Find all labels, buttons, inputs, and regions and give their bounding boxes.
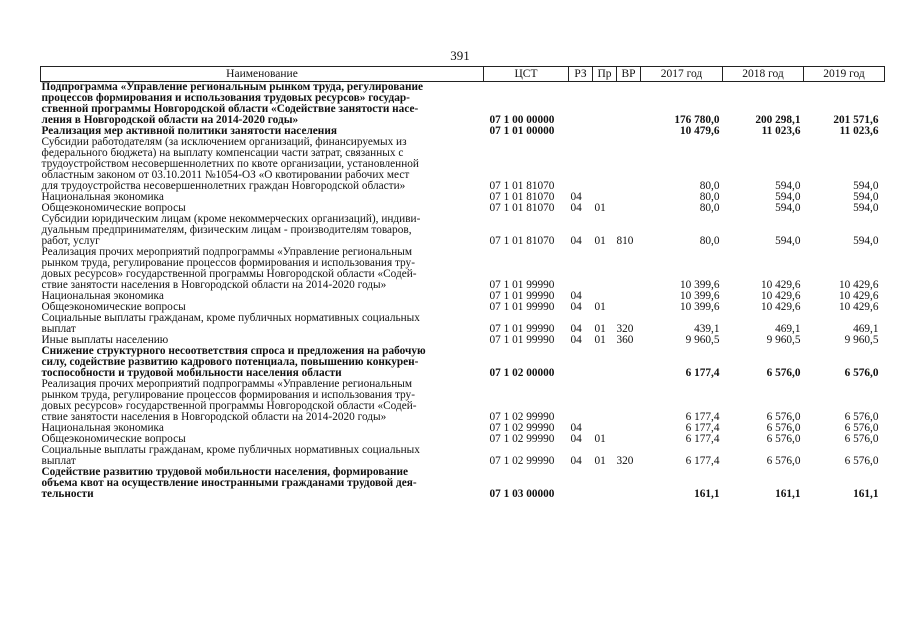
row-cst: 07 1 01 81070 (489, 202, 555, 214)
row-name (41, 137, 484, 192)
row-vr: 360 (616, 334, 634, 346)
row-2017: 10 399,6 (679, 279, 720, 291)
row-2017: 6 177,4 (685, 411, 720, 423)
row-pr (593, 137, 617, 192)
row-2019: 10 429,6 (838, 290, 879, 302)
row-rz: 04 (570, 202, 582, 214)
row-2018: 6 576,0 (766, 411, 801, 423)
row-name-line: объема квот на осуществление иностранными гражданами трудовой дея- (41, 477, 417, 489)
row-name-line: Снижение структурного несоответствия спроса и предложения на рабочую (41, 345, 426, 357)
header-row (41, 67, 885, 82)
row-name-line: процессов формирования и использования трудовых ресурсов» государ- (41, 92, 410, 104)
row-pr: 01 (594, 235, 606, 247)
row-name-line: дуальным предпринимателям, физическим лицам - производителям товаров, (41, 224, 412, 236)
row-2018: 10 429,6 (760, 279, 801, 291)
budget-table (40, 66, 885, 500)
row-name (41, 313, 484, 335)
table-header (41, 67, 885, 82)
row-vr (617, 467, 641, 500)
row-2017: 80,0 (699, 202, 720, 214)
row-name-line: Национальная экономика (41, 191, 164, 203)
row-2019: 201 571,6 (833, 114, 879, 126)
row-name-line: Социальные выплаты гражданам, кроме публичных нормативных социальных (41, 444, 420, 456)
row-2019: 469,1 (853, 323, 879, 335)
row-cst: 07 1 01 81070 (489, 180, 555, 192)
row-pr (593, 126, 617, 137)
row-vr (617, 423, 641, 434)
row-2018: 594,0 (775, 180, 801, 192)
row-cst: 07 1 01 99990 (489, 301, 555, 313)
row-cst: 07 1 01 00000 (489, 125, 555, 137)
row-2019: 6 576,0 (844, 433, 879, 445)
row-2019: 6 576,0 (844, 455, 879, 467)
row-rz (569, 467, 593, 500)
row-2019: 10 429,6 (838, 301, 879, 313)
row-2019: 11 023,6 (839, 125, 879, 137)
row-2018: 594,0 (775, 202, 801, 214)
row-2018: 6 576,0 (766, 422, 801, 434)
table-row (41, 346, 885, 379)
row-cst: 07 1 02 99990 (489, 433, 555, 445)
row-name-line: ления в Новгородской области на 2014-2020 годы» (41, 114, 299, 126)
row-2018: 200 298,1 (755, 114, 801, 126)
row-name-line: тоспособности и трудовой мобильности населения области (41, 367, 342, 379)
row-name-line: Субсидии работодателям (за исключением организаций, финансируемых из (41, 136, 407, 148)
row-pr (593, 346, 617, 379)
row-2019: 6 576,0 (844, 422, 879, 434)
row-cst: 07 1 01 99990 (489, 323, 555, 335)
row-vr (617, 203, 641, 214)
row-2018: 10 429,6 (760, 301, 801, 313)
row-name-line: Общеэкономические вопросы (41, 202, 186, 214)
row-2019: 594,0 (853, 235, 879, 247)
row-2017: 6 177,4 (685, 422, 720, 434)
row-name (41, 214, 484, 247)
row-2018: 594,0 (775, 191, 801, 203)
row-rz: 04 (570, 323, 582, 335)
row-rz (569, 137, 593, 192)
row-2019: 594,0 (853, 180, 879, 192)
row-vr (617, 137, 641, 192)
row-2019: 161,1 (853, 488, 879, 500)
header-2019: 2019 год (804, 67, 885, 82)
row-name-line: работ, услуг (41, 235, 100, 247)
row-2017: 10 399,6 (679, 290, 720, 302)
row-cst: 07 1 02 99990 (489, 455, 555, 467)
row-cst: 07 1 01 99990 (489, 334, 555, 346)
row-name (41, 467, 484, 500)
row-2017: 10 399,6 (679, 301, 720, 313)
row-name-line: Национальная экономика (41, 290, 164, 302)
row-vr (617, 434, 641, 445)
row-vr (617, 192, 641, 203)
row-vr (617, 247, 641, 291)
row-name-line: для трудоустройства несовершеннолетних граждан Новгородской области» (41, 180, 406, 192)
row-2018: 594,0 (775, 235, 801, 247)
row-2017: 6 177,4 (685, 455, 720, 467)
row-cst: 07 1 02 99990 (489, 422, 555, 434)
row-vr: 320 (616, 323, 634, 335)
row-vr (617, 346, 641, 379)
row-name-line: силу, содействие развитию кадрового потенциала, повышению конкурен- (41, 356, 419, 368)
header-2017: 2017 год (641, 67, 723, 82)
row-2018: 6 576,0 (766, 455, 801, 467)
row-name-line: федерального бюджета) на выплату компенсации части затрат, связанных с (41, 147, 404, 159)
row-name-line: рынком труда, регулирование процессов формирования и использования тру- (41, 389, 415, 401)
row-rz: 04 (570, 290, 582, 302)
row-name-line: довых ресурсов» государственной программы Новгородской области «Содей- (41, 268, 417, 280)
table-body (41, 82, 885, 501)
row-name-line: Реализация прочих мероприятий подпрограммы «Управление региональным (41, 246, 412, 258)
row-vr: 810 (616, 235, 634, 247)
row-name-line: ствие занятости населения в Новгородской области на 2014-2020 годы» (41, 279, 387, 291)
row-pr: 01 (594, 455, 606, 467)
header-rz: РЗ (569, 67, 593, 82)
row-2017: 176 780,0 (674, 114, 720, 126)
row-name-line: Содействие развитию трудовой мобильности населения, формирование (41, 466, 409, 478)
row-vr: 320 (616, 455, 634, 467)
row-2018: 9 960,5 (766, 334, 801, 346)
header-2018: 2018 год (723, 67, 804, 82)
row-name-line: Субсидии юридическим лицам (кроме некоммерческих организаций), индиви- (41, 213, 421, 225)
row-name-line: ственной программы Новгородской области «Содействие занятости насе- (41, 103, 419, 115)
row-name (41, 346, 484, 379)
row-2017: 161,1 (694, 488, 720, 500)
row-rz: 04 (570, 191, 582, 203)
row-name-line: Общеэкономические вопросы (41, 301, 186, 313)
row-2018: 469,1 (775, 323, 801, 335)
row-2019: 594,0 (853, 191, 879, 203)
row-2017: 80,0 (699, 180, 720, 192)
row-cst: 07 1 03 00000 (489, 488, 555, 500)
row-rz: 04 (570, 422, 582, 434)
row-cst: 07 1 01 99990 (489, 279, 555, 291)
row-vr (617, 82, 641, 127)
table-row (41, 379, 885, 423)
table-row (41, 313, 885, 335)
row-2017: 80,0 (699, 235, 720, 247)
header-vr: ВР (617, 67, 641, 82)
row-pr (593, 467, 617, 500)
row-2018: 11 023,6 (761, 125, 801, 137)
header-pr: Пр (593, 67, 617, 82)
row-rz: 04 (570, 433, 582, 445)
row-2019: 6 576,0 (844, 411, 879, 423)
row-2019: 6 576,0 (844, 367, 879, 379)
row-name-line: Реализация мер активной политики занятости населения (41, 125, 337, 137)
row-cst: 07 1 01 81070 (489, 191, 555, 203)
row-2018: 6 576,0 (766, 433, 801, 445)
row-rz: 04 (570, 235, 582, 247)
row-rz: 04 (570, 334, 582, 346)
row-pr: 01 (594, 202, 606, 214)
row-name-line: выплат (41, 323, 76, 335)
row-name-line: Общеэкономические вопросы (41, 433, 186, 445)
row-name-line: Национальная экономика (41, 422, 164, 434)
row-name-line: тельности (41, 488, 94, 500)
row-cst: 07 1 02 99990 (489, 411, 555, 423)
row-name-line: трудоустройством несовершеннолетних по квоте организации, установленной (41, 158, 419, 170)
row-name (41, 379, 484, 423)
row-pr: 01 (594, 433, 606, 445)
row-name-line: Иные выплаты населению (41, 334, 169, 346)
row-pr: 01 (594, 323, 606, 335)
row-vr (617, 126, 641, 137)
row-rz (569, 247, 593, 291)
table-row (41, 137, 885, 192)
row-name-line: ствие занятости населения в Новгородской области на 2014-2020 годы» (41, 411, 387, 423)
header-name: Наименование (41, 67, 484, 82)
row-rz (569, 82, 593, 127)
row-name-line: выплат (41, 455, 76, 467)
row-2017: 439,1 (694, 323, 720, 335)
row-pr: 01 (594, 334, 606, 346)
table-row (41, 247, 885, 291)
row-name-line: Социальные выплаты гражданам, кроме публичных нормативных социальных (41, 312, 420, 324)
table-row (41, 445, 885, 467)
row-2019: 594,0 (853, 202, 879, 214)
row-name (41, 445, 484, 467)
row-2017: 80,0 (699, 191, 720, 203)
row-rz (569, 346, 593, 379)
row-2017: 10 479,6 (679, 125, 720, 137)
row-vr (617, 379, 641, 423)
row-cst: 07 1 00 00000 (489, 114, 555, 126)
row-cst: 07 1 02 00000 (489, 367, 555, 379)
row-rz (569, 126, 593, 137)
row-2018: 6 576,0 (766, 367, 801, 379)
row-rz: 04 (570, 301, 582, 313)
row-2018: 10 429,6 (760, 290, 801, 302)
page-number: 391 (450, 48, 470, 63)
row-vr (617, 291, 641, 302)
row-name-line: Реализация прочих мероприятий подпрограммы «Управление региональным (41, 378, 412, 390)
row-2017: 6 177,4 (685, 367, 720, 379)
row-vr (617, 302, 641, 313)
row-pr: 01 (594, 301, 606, 313)
row-cst: 07 1 01 81070 (489, 235, 555, 247)
row-pr (593, 82, 617, 127)
row-pr (593, 247, 617, 291)
row-name (41, 247, 484, 291)
row-2017: 6 177,4 (685, 433, 720, 445)
row-name-line: Подпрограмма «Управление региональным рынком труда, регулирование (41, 81, 423, 93)
table-row (41, 82, 885, 127)
row-name-line: областным законом от 03.10.2011 №1054-ОЗ «О квотировании рабочих мест (41, 169, 410, 181)
row-name (41, 82, 484, 127)
header-cst: ЦСТ (484, 67, 569, 82)
row-2019: 9 960,5 (844, 334, 879, 346)
row-name-line: довых ресурсов» государственной программы Новгородской области «Содей- (41, 400, 417, 412)
row-rz: 04 (570, 455, 582, 467)
table-row (41, 467, 885, 500)
row-2019: 10 429,6 (838, 279, 879, 291)
table-row (41, 214, 885, 247)
row-name-line: рынком труда, регулирование процессов формирования и использования тру- (41, 257, 415, 269)
row-pr (593, 379, 617, 423)
row-2017: 9 960,5 (685, 334, 720, 346)
row-cst: 07 1 01 99990 (489, 290, 555, 302)
row-rz (569, 379, 593, 423)
row-2018: 161,1 (775, 488, 801, 500)
